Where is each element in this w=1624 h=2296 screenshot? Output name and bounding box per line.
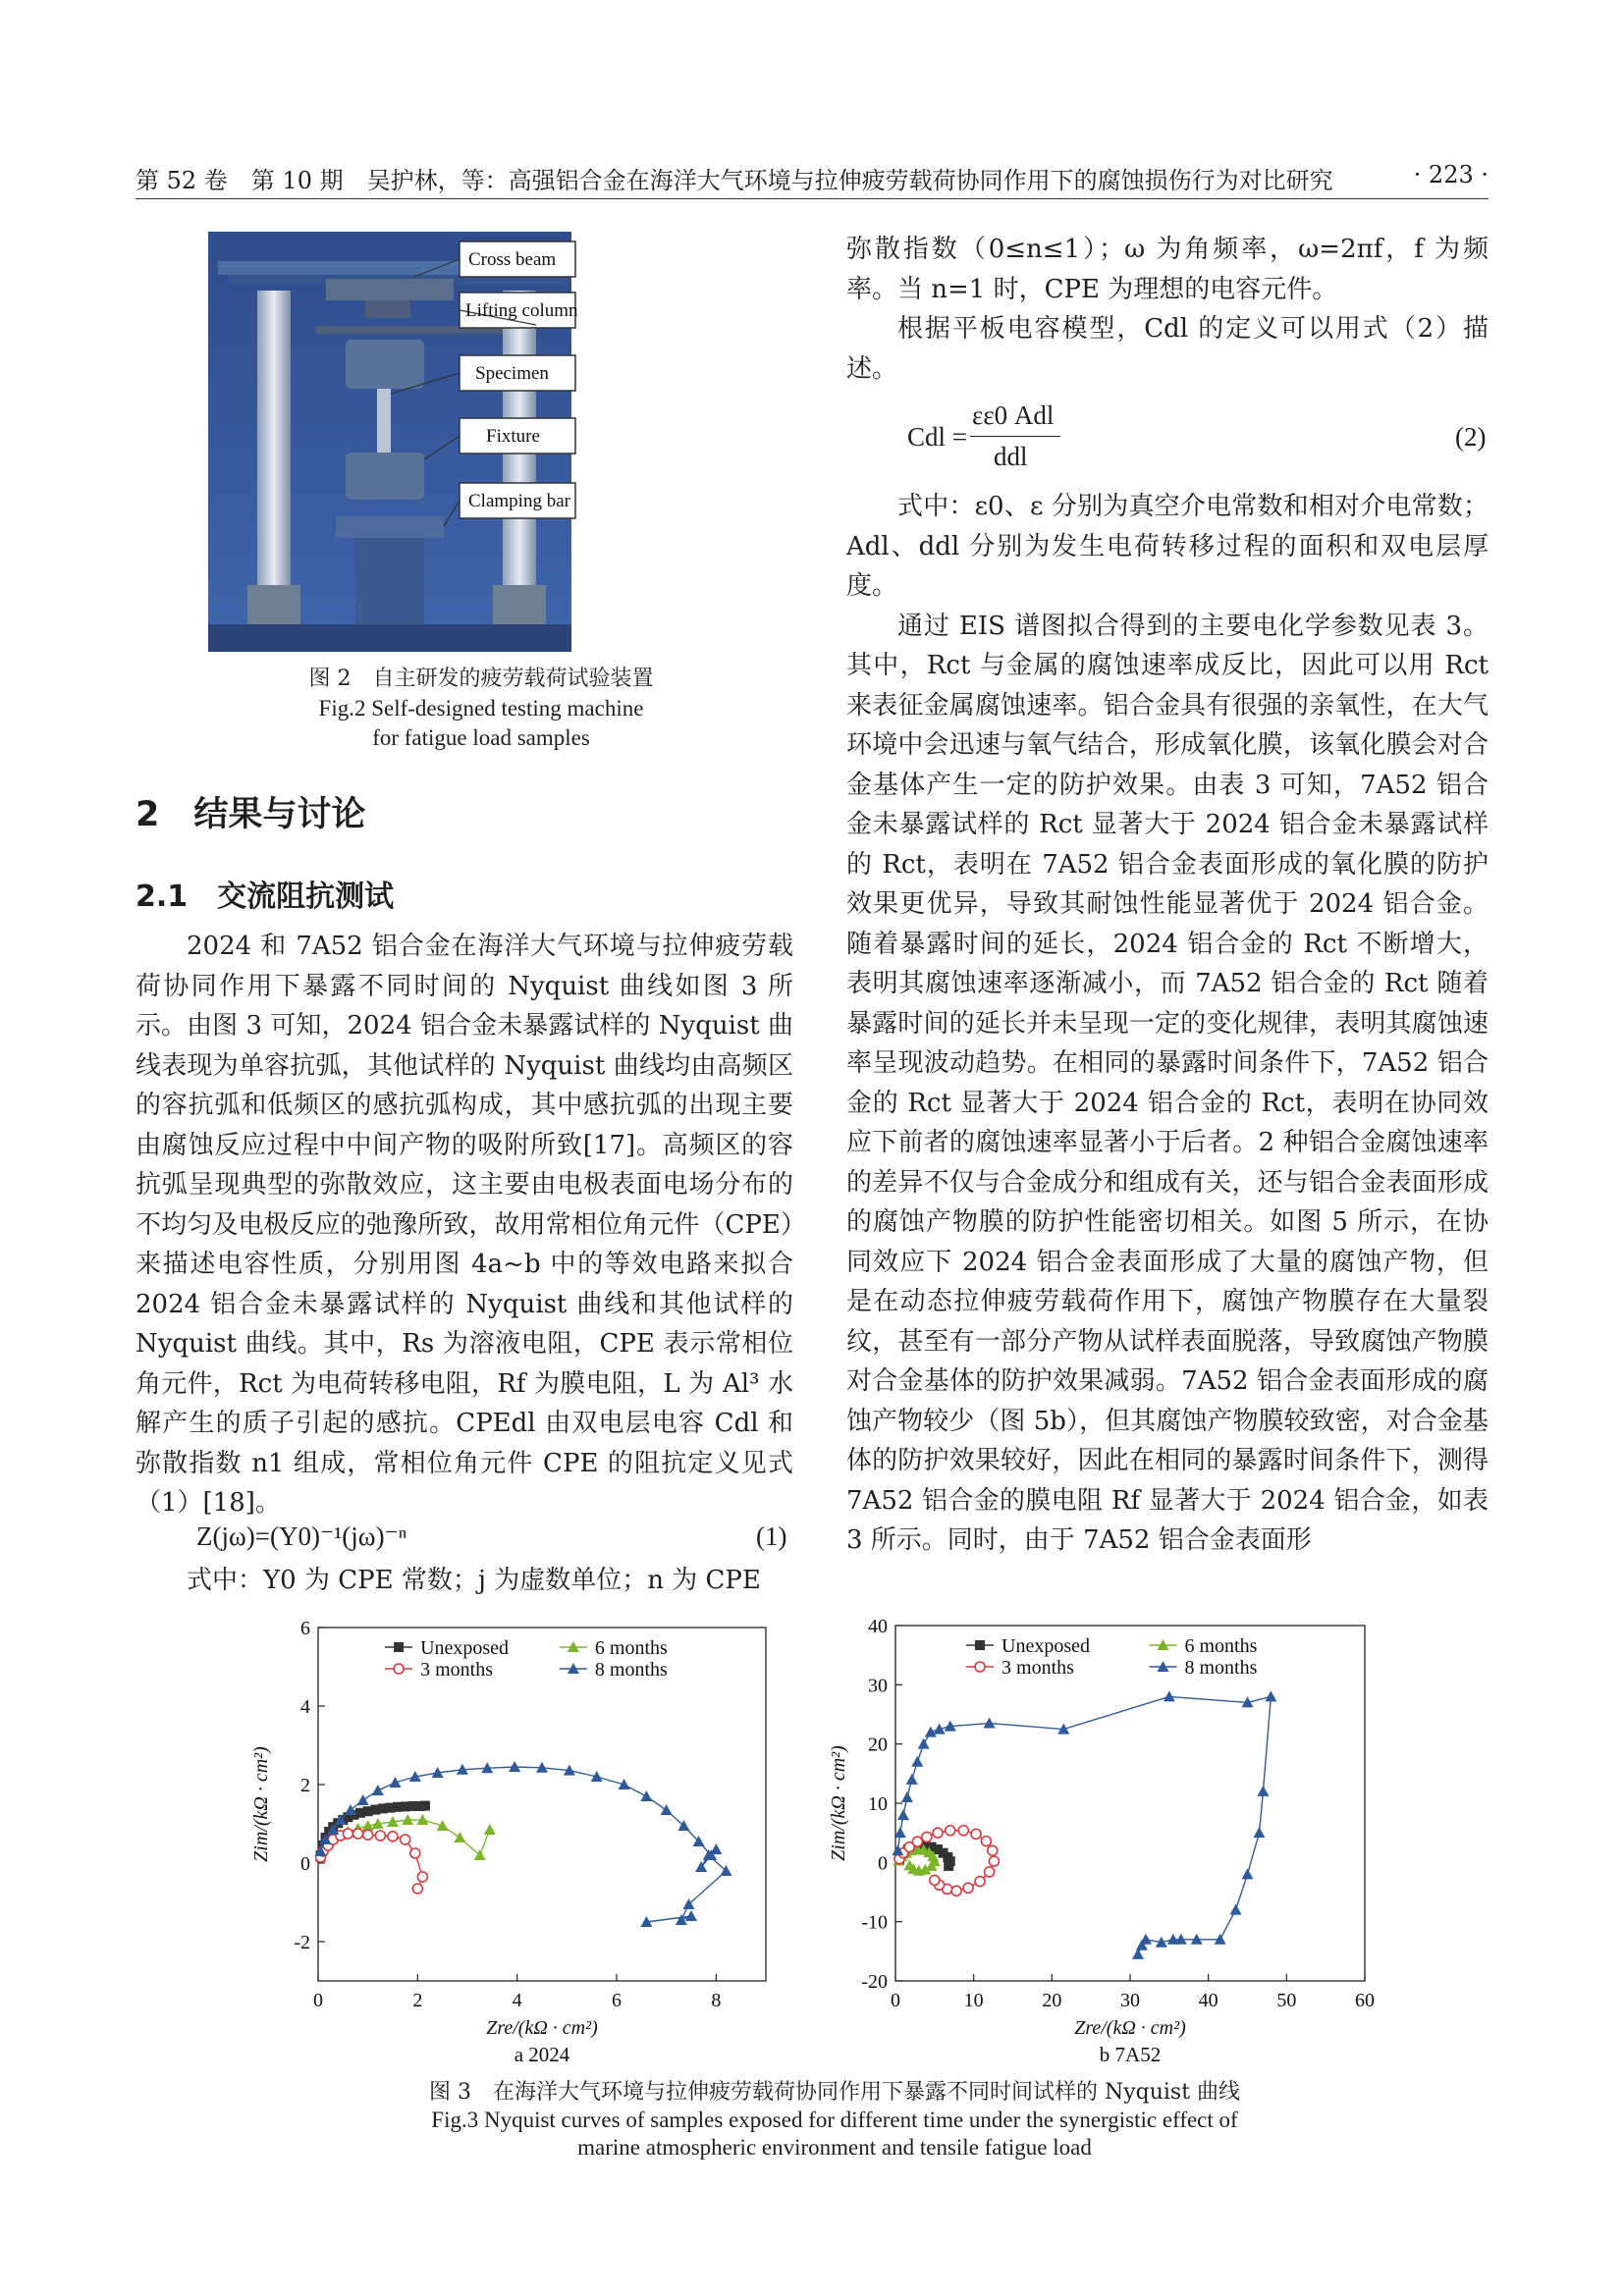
label-specimen: Specimen [475, 363, 549, 384]
chart-b-y-tick-label: 40 [868, 1616, 888, 1637]
right-column-top [846, 230, 1489, 389]
chart-a-data-point [388, 1832, 398, 1842]
chart-b-data-point [989, 1856, 999, 1866]
label-fixture: Fixture [486, 426, 540, 447]
running-header [135, 157, 1489, 200]
chart-b-x-tick-label: 50 [1276, 1990, 1297, 2011]
chart-a-x-tick-label: 0 [313, 1990, 323, 2011]
chart-b-y-tick-label: 20 [868, 1734, 888, 1756]
chart-b-sublabel: b 7A52 [1099, 2043, 1162, 2066]
chart-a-data-point [375, 1831, 385, 1841]
chart-b-x-tick-label: 40 [1198, 1990, 1218, 2011]
chart-b-legend-marker [975, 1662, 985, 1672]
chart-a-data-point [454, 1832, 465, 1842]
chart-a-data-point [412, 1884, 422, 1894]
chart-a-y-tick-label: 6 [300, 1618, 310, 1639]
chart-b-data-point [1230, 1904, 1242, 1915]
chart-b-data-point [984, 1718, 996, 1729]
equation-2-numerator: εε0 Adl [972, 400, 1055, 430]
chart-b-x-tick-label: 60 [1355, 1990, 1375, 2011]
chart-b-data-point [1242, 1868, 1254, 1879]
equation-1-number: (1) [756, 1522, 787, 1551]
right-paragraph-2: 根据平板电容模型，Cdl 的定义可以用式（2）描述。 [846, 314, 1489, 384]
left-column [135, 927, 793, 1523]
left-column-end [135, 1561, 793, 1601]
fatigue-testing-machine-photo [208, 232, 748, 652]
chart-a-data-point [353, 1829, 363, 1839]
chart-a-data-point [710, 1843, 722, 1854]
chart-a-data-point [401, 1835, 410, 1844]
right-paragraph-1: 弥散指数（0≤n≤1）；ω 为角频率，ω=2πf，f 为频率。当 n=1 时，CPE 为理想的电容元件。 [846, 235, 1489, 304]
chart-b-data-point [930, 1875, 940, 1885]
chart-a-sublabel: a 2024 [514, 2043, 570, 2066]
nyquist-chart-2024 [245, 1610, 795, 2071]
chart-a-legend-marker [394, 1664, 404, 1674]
chart-a-data-point [343, 1829, 352, 1839]
chart-b-legend-marker [975, 1640, 985, 1650]
chart-b-y-axis-label: Zim/(kΩ · cm²) [828, 1745, 849, 1861]
chart-b-series-line-3 [897, 1696, 1271, 1953]
section-heading: 2 结果与讨论 [135, 795, 366, 834]
equation-2-lhs: Cdl = [907, 422, 967, 452]
chart-b-data-point [971, 1829, 981, 1839]
chart-a-legend-label: 3 months [420, 1659, 493, 1681]
label-lifting-column: Lifting column [465, 300, 578, 321]
chart-b-data-point [988, 1845, 998, 1855]
chart-a-data-point [437, 1820, 449, 1831]
header-rule [135, 198, 1489, 199]
label-cross-beam: Cross beam [468, 249, 557, 270]
chart-b-legend-label: 8 months [1184, 1657, 1258, 1679]
chart-b-data-point [946, 1826, 955, 1836]
running-header-title: 第 52 卷 第 10 期 吴护林，等：高强铝合金在海洋大气环境与拉伸疲劳载荷协同作用下的腐蚀损伤行为对比研究 [135, 167, 1333, 194]
left-paragraph-2: 式中：Y0 为 CPE 常数；j 为虚数单位；n 为 CPE [187, 1566, 761, 1595]
chart-a-series-line-3 [321, 1767, 727, 1922]
chart-a-data-point [676, 1914, 687, 1925]
chart-b-x-tick-label: 0 [891, 1990, 900, 2011]
chart-a-data-point [661, 1804, 673, 1815]
figure2-caption-cn: 图 2 自主研发的疲劳载荷试验装置 [308, 667, 654, 691]
chart-b-data-point [975, 1877, 985, 1887]
chart-b-y-tick-label: -10 [861, 1911, 888, 1934]
chart-b-x-axis-label: Zre/(kΩ · cm²) [1074, 2017, 1186, 2039]
equation-2-number: (2) [1455, 422, 1487, 452]
chart-b-y-tick-label: 0 [878, 1852, 888, 1875]
chart-a-data-point [357, 1794, 369, 1805]
chart-a-x-tick-label: 8 [711, 1990, 722, 2011]
chart-a-y-tick-label: 4 [300, 1696, 310, 1718]
chart-b-x-tick-label: 10 [963, 1990, 984, 2011]
chart-b-legend-label: 3 months [1001, 1657, 1074, 1679]
chart-b-data-point [918, 1738, 930, 1749]
chart-b-data-point [951, 1886, 961, 1896]
figure2-caption-en-2: for fatigue load samples [372, 725, 590, 750]
chart-b-data-point [912, 1837, 922, 1846]
chart-b-legend-label: 6 months [1184, 1635, 1258, 1657]
chart-b-y-tick-label: 10 [868, 1793, 888, 1815]
chart-b-data-point [944, 1861, 953, 1871]
equation-2-denominator: ddl [994, 442, 1028, 471]
chart-b-data-point [933, 1828, 943, 1838]
chart-b-data-point [897, 1809, 909, 1820]
chart-b-data-point [911, 1756, 923, 1767]
chart-b-data-point [901, 1791, 913, 1802]
chart-a-data-point [685, 1910, 697, 1921]
chart-b-data-point [1253, 1827, 1265, 1838]
chart-a-data-point [363, 1830, 373, 1840]
figure3-caption-en-2: marine atmospheric environment and tensile fatigue load [577, 2135, 1092, 2160]
chart-b-data-point [1164, 1690, 1175, 1701]
chart-a-legend-label: 6 months [594, 1637, 668, 1659]
subsection-heading: 2.1 交流阻抗测试 [135, 880, 395, 914]
chart-a-data-point [372, 1785, 384, 1795]
chart-b-y-tick-label: 30 [868, 1675, 888, 1697]
chart-b-data-point [1265, 1690, 1276, 1701]
page-number: · 223 · [1413, 161, 1489, 188]
chart-a-data-point [484, 1824, 496, 1835]
chart-b-y-tick-label: -20 [861, 1971, 888, 1993]
chart-a-x-tick-label: 2 [412, 1990, 423, 2011]
chart-b-data-point [963, 1883, 973, 1893]
chart-a-x-tick-label: 4 [512, 1990, 522, 2011]
chart-a-data-point [345, 1804, 356, 1815]
chart-b-data-point [922, 1832, 932, 1842]
chart-b-data-point [906, 1774, 918, 1785]
chart-a-data-point [390, 1777, 402, 1788]
chart-a-legend-marker [394, 1642, 404, 1652]
chart-b-legend-label: Unexposed [1001, 1635, 1091, 1657]
chart-b-data-point [985, 1867, 995, 1877]
chart-b-data-point [981, 1837, 991, 1846]
chart-a-y-tick-label: -2 [294, 1932, 310, 1953]
chart-a-legend-label: Unexposed [420, 1637, 510, 1659]
right-paragraph-3: 式中：ε0、ε 分别为真空介电常数和相对介电常数；Adl、ddl 分别为发生电荷转移过程的面积和双电层厚度。 [846, 492, 1489, 601]
chart-a-legend-label: 8 months [594, 1659, 668, 1681]
figure3-caption-en-1: Fig.3 Nyquist curves of samples exposed for different time under the synergistic effect of [431, 2108, 1238, 2132]
chart-b-x-tick-label: 30 [1120, 1990, 1140, 2011]
figure3-caption-cn: 图 3 在海洋大气环境与拉伸疲劳载荷协同作用下暴露不同时间试样的 Nyquist 曲线 [428, 2080, 1241, 2105]
figure2-caption-en-1: Fig.2 Self-designed testing machine [318, 696, 644, 721]
chart-a-data-point [410, 1848, 420, 1858]
chart-a-data-point [420, 1801, 430, 1811]
chart-a-x-tick-label: 6 [612, 1990, 622, 2011]
figure3-caption [196, 2079, 1473, 2162]
chart-b-x-tick-label: 20 [1042, 1990, 1062, 2011]
chart-a-y-tick-label: 0 [300, 1853, 310, 1875]
fraction-bar [970, 436, 1060, 437]
chart-a-data-point [640, 1790, 652, 1801]
right-paragraph-4: 通过 EIS 谱图拟合得到的主要电化学参数见表 3。其中，Rct 与金属的腐蚀速率成反比，因此可以用 Rct 来表征金属腐蚀速率。铝合金具有很强的亲氧性，在大气环境中会迅速与氧气结合，形成氧化膜，该氧化膜会对合金基体产生一定的防护效果。由表 3 可知，7A52 铝合金未暴露试样的 Rct 显著大于 2024 铝合金未暴露试样的 Rct，表明在 7A52 铝合金表面形成的氧化膜的防护效果更优异，导致其耐蚀性能显著优于 2024 铝合金。随着暴露时间的延长，2024 铝合金的 Rct 不断增大，表明其腐蚀速率逐渐减小，而 7A52 铝合金的 Rct 随着暴露时间的延长并未呈现一定的变化规律，表明其腐蚀速率呈现波动趋势。在相同的暴露时间条件下，7A52 铝合金的 Rct 显著大于 2024 铝合金的 Rct，表明在协同效应下前者的腐蚀速率显著小于后者。2 种铝合金腐蚀速率的差异不仅与合金成分和组成有关，还与铝合金表面形成的腐蚀产物膜的防护性能密切相关。如图 5 所示，在协同效应下 2024 铝合金表面形成了大量的腐蚀产物，但是在动态拉伸疲劳载荷作用下，腐蚀产物膜存在大量裂纹，甚至有一部分产物从试样表面脱落，导致腐蚀产物膜对合金基体的防护效果减弱。7A52 铝合金表面形成的腐蚀产物较少（图 5b），但其腐蚀产物膜较致密，对合金基体的防护效果较好，因此在相同的暴露时间条件下，测得 7A52 铝合金的膜电阻 Rf 显著大于 2024 铝合金，如表 3 所示。同时，由于 7A52 铝合金表面形 [846, 611, 1489, 1555]
chart-a-data-point [417, 1872, 427, 1882]
left-paragraph-1: 2024 和 7A52 铝合金在海洋大气环境与拉伸疲劳载荷协同作用下暴露不同时间的 Nyquist 曲线如图 3 所示。由图 3 可知，2024 铝合金未暴露试样的 Nyquist 曲线表现为单容抗弧，其他试样的 Nyquist 曲线均由高频区的容抗弧和低频区的感抗弧构成，其中感抗弧的出现主要由腐蚀反应过程中中间产物的吸附所致[17]。高频区的容抗弧呈现典型的弥散效应，这主要由电极表面电场分布的不均匀及电极反应的弛豫所致，故用常相位角元件（CPE）来描述电容性质，分别用图 4a~b 中的等效电路来拟合 2024 铝合金未暴露试样的 Nyquist 曲线和其他试样的 Nyquist 曲线。其中，Rs 为溶液电阻，CPE 表示常相位角元件，Rct 为电荷转移电阻，Rf 为膜电阻，L 为 Al³ 水解产生的质子引起的感抗。CPEdl 由双电层电容 Cdl 和弥散指数 n1 组成，常相位角元件 CPE 的阻抗定义见式（1）[18]。 [135, 932, 793, 1518]
label-clamping-bar: Clamping bar [468, 491, 570, 511]
nyquist-chart-7a52 [825, 1610, 1394, 2071]
right-column-bottom [846, 487, 1489, 1561]
chart-a-x-axis-label: Zre/(kΩ · cm²) [486, 2017, 598, 2039]
chart-a-y-axis-label: Zim/(kΩ · cm²) [250, 1746, 272, 1862]
figure2-caption [147, 665, 815, 753]
chart-a-y-tick-label: 2 [300, 1775, 310, 1796]
chart-b-data-point [1257, 1786, 1269, 1796]
chart-b-data-point [958, 1826, 968, 1836]
chart-b-plot-frame [895, 1626, 1365, 1981]
equation-1: Z(jω)=(Y0)⁻¹(jω)⁻ⁿ [196, 1522, 407, 1551]
